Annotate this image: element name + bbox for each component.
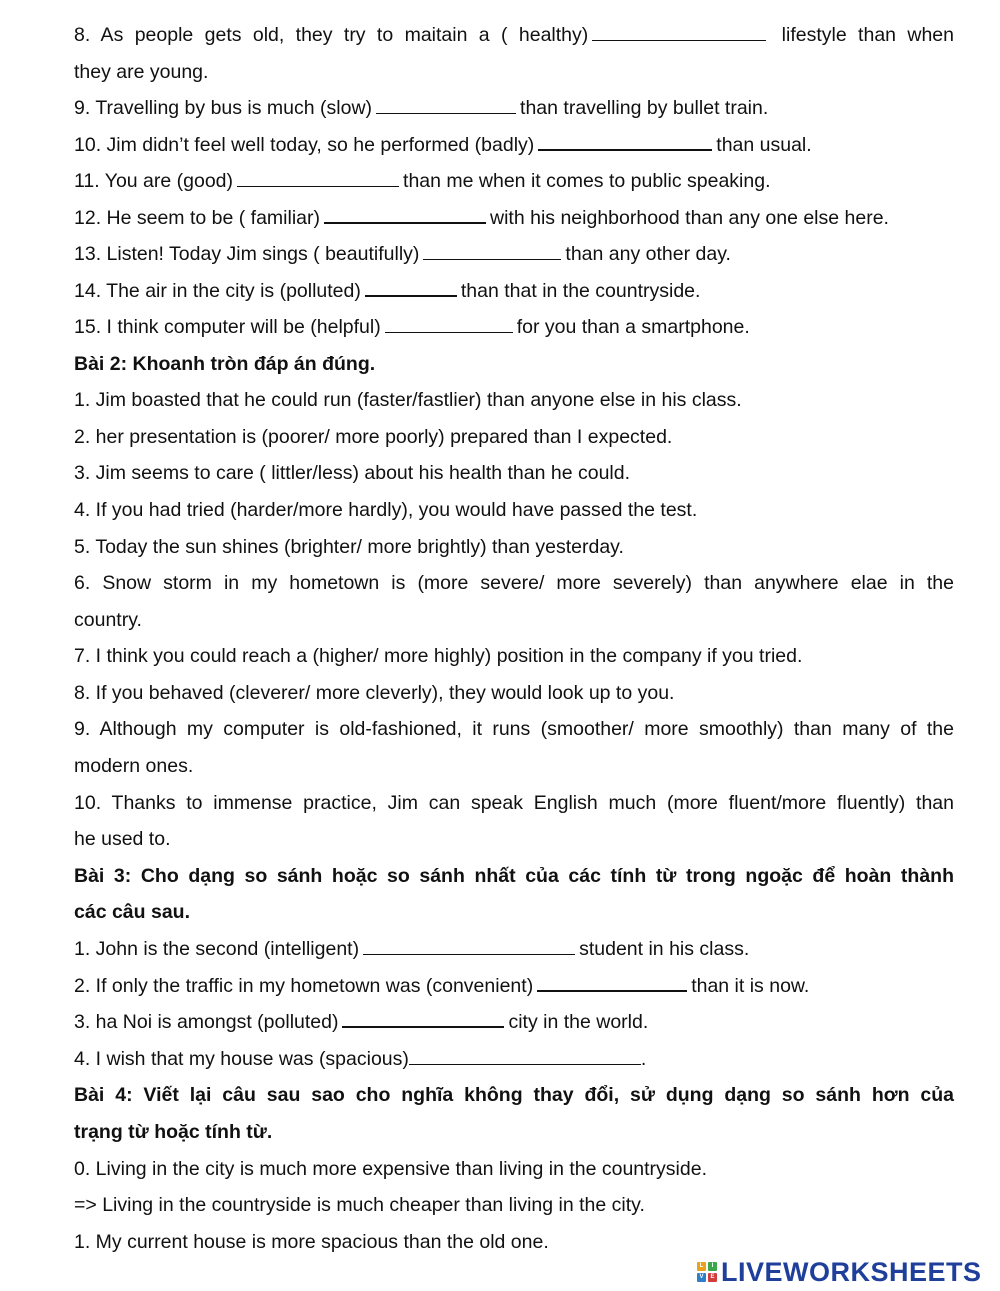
- item-text: 10. Jim didn’t feel well today, so he performed (badly): [74, 134, 535, 156]
- item-text: 8. As people gets old, they try to maitain a ( healthy): [74, 24, 589, 46]
- exercise-2-item-9[interactable]: 9. Although my computer is old-fashioned, it runs (smoother/ more smoothly) than many of the: [74, 718, 954, 740]
- answer-blank[interactable]: [537, 974, 687, 992]
- exercise-4-example: 0. Living in the city is much more expensive than living in the countryside.: [74, 1158, 707, 1180]
- answer-blank[interactable]: [385, 316, 513, 333]
- item-text: for you than a smartphone.: [516, 316, 750, 338]
- exercise-2-item-2[interactable]: 2. her presentation is (poorer/ more poorly) prepared than I expected.: [74, 426, 673, 448]
- answer-blank[interactable]: [376, 97, 516, 114]
- exercise-2-item-6[interactable]: 6. Snow storm in my hometown is (more severe/ more severely) than anywhere elae in the: [74, 572, 954, 594]
- exercise-3-item-3: [74, 1010, 954, 1034]
- exercise-1-item-12: [74, 206, 954, 230]
- item-text: 2. If only the traffic in my hometown was (convenient): [74, 975, 534, 997]
- item-text: than that in the countryside.: [460, 280, 701, 302]
- item-text: than me when it comes to public speaking.: [403, 170, 771, 192]
- exercise-2-item-5[interactable]: 5. Today the sun shines (brighter/ more brightly) than yesterday.: [74, 536, 624, 558]
- logo-text: LIVEWORKSHEETS: [721, 1256, 982, 1287]
- answer-blank[interactable]: [342, 1010, 504, 1028]
- exercise-2-item-3[interactable]: 3. Jim seems to care ( littler/less) about his health than he could.: [74, 462, 631, 484]
- logo-mark-icon: L I V E: [697, 1262, 717, 1282]
- item-text: 4. I wish that my house was (spacious): [74, 1048, 409, 1070]
- exercise-4-heading-cont: trạng từ hoặc tính từ.: [74, 1121, 273, 1143]
- liveworksheets-logo[interactable]: [697, 1256, 982, 1288]
- exercise-1-item-8-cont: they are young.: [74, 61, 209, 83]
- answer-blank[interactable]: [324, 206, 486, 224]
- item-text: 14. The air in the city is (polluted): [74, 280, 361, 302]
- exercise-1-item-10: [74, 133, 954, 157]
- answer-blank[interactable]: [237, 170, 399, 187]
- item-text: lifestyle than when: [770, 24, 954, 46]
- exercise-1-item-9: [74, 96, 954, 120]
- answer-blank[interactable]: [363, 938, 575, 955]
- item-text: city in the world.: [508, 1011, 649, 1033]
- item-text: student in his class.: [579, 938, 750, 960]
- exercise-2-item-10[interactable]: 10. Thanks to immense practice, Jim can speak English much (more fluent/more fluently) than: [74, 792, 954, 814]
- item-text: 3. ha Noi is amongst (polluted): [74, 1011, 339, 1033]
- item-text: than it is now.: [691, 975, 810, 997]
- answer-blank[interactable]: [423, 243, 561, 260]
- item-text: than travelling by bullet train.: [520, 97, 769, 119]
- exercise-4-heading: Bài 4: Viết lại câu sau sao cho nghĩa không thay đổi, sử dụng dạng so sánh hơn của: [74, 1084, 954, 1106]
- item-text: 9. Travelling by bus is much (slow): [74, 97, 373, 119]
- exercise-1-item-15: [74, 315, 954, 339]
- exercise-2-item-8[interactable]: 8. If you behaved (cleverer/ more cleverly), they would look up to you.: [74, 682, 675, 704]
- exercise-3-heading-cont: các câu sau.: [74, 901, 190, 923]
- exercise-2-item-7[interactable]: 7. I think you could reach a (higher/ more highly) position in the company if you tried.: [74, 645, 803, 667]
- item-text: than any other day.: [565, 243, 731, 265]
- exercise-2-item-10-cont: he used to.: [74, 828, 171, 850]
- exercise-1-item-11: [74, 169, 954, 193]
- exercise-2-item-6-cont: country.: [74, 609, 142, 631]
- exercise-2-item-9-cont: modern ones.: [74, 755, 194, 777]
- item-text: than usual.: [716, 134, 812, 156]
- item-text: 15. I think computer will be (helpful): [74, 316, 381, 338]
- item-text: with his neighborhood than any one else here.: [490, 207, 889, 229]
- exercise-2-item-4[interactable]: 4. If you had tried (harder/more hardly), you would have passed the test.: [74, 499, 698, 521]
- item-text: 1. John is the second (intelligent): [74, 938, 360, 960]
- item-text: 12. He seem to be ( familiar): [74, 207, 321, 229]
- exercise-4-item-1: 1. My current house is more spacious than the old one.: [74, 1231, 549, 1253]
- exercise-3-item-4: [74, 1047, 954, 1071]
- item-text: .: [640, 1048, 647, 1070]
- exercise-2-heading: Bài 2: Khoanh tròn đáp án đúng.: [74, 353, 376, 375]
- answer-blank[interactable]: [592, 24, 766, 41]
- exercise-3-heading: Bài 3: Cho dạng so sánh hoặc so sánh nhất của các tính từ trong ngoặc để hoàn thành: [74, 865, 954, 887]
- exercise-1-item-8: [74, 23, 954, 47]
- answer-blank[interactable]: [365, 279, 457, 297]
- exercise-4-example-answer: => Living in the countryside is much cheaper than living in the city.: [74, 1194, 645, 1216]
- answer-blank[interactable]: [538, 133, 712, 151]
- item-text: 13. Listen! Today Jim sings ( beautifully): [74, 243, 420, 265]
- exercise-1-item-14: [74, 279, 954, 303]
- exercise-3-item-1: [74, 937, 954, 961]
- item-text: 11. You are (good): [74, 170, 234, 192]
- exercise-1-item-13: [74, 242, 954, 266]
- exercise-3-item-2: [74, 974, 954, 998]
- exercise-2-item-1[interactable]: 1. Jim boasted that he could run (faster/fastlier) than anyone else in his class.: [74, 389, 742, 411]
- answer-blank[interactable]: [409, 1048, 641, 1065]
